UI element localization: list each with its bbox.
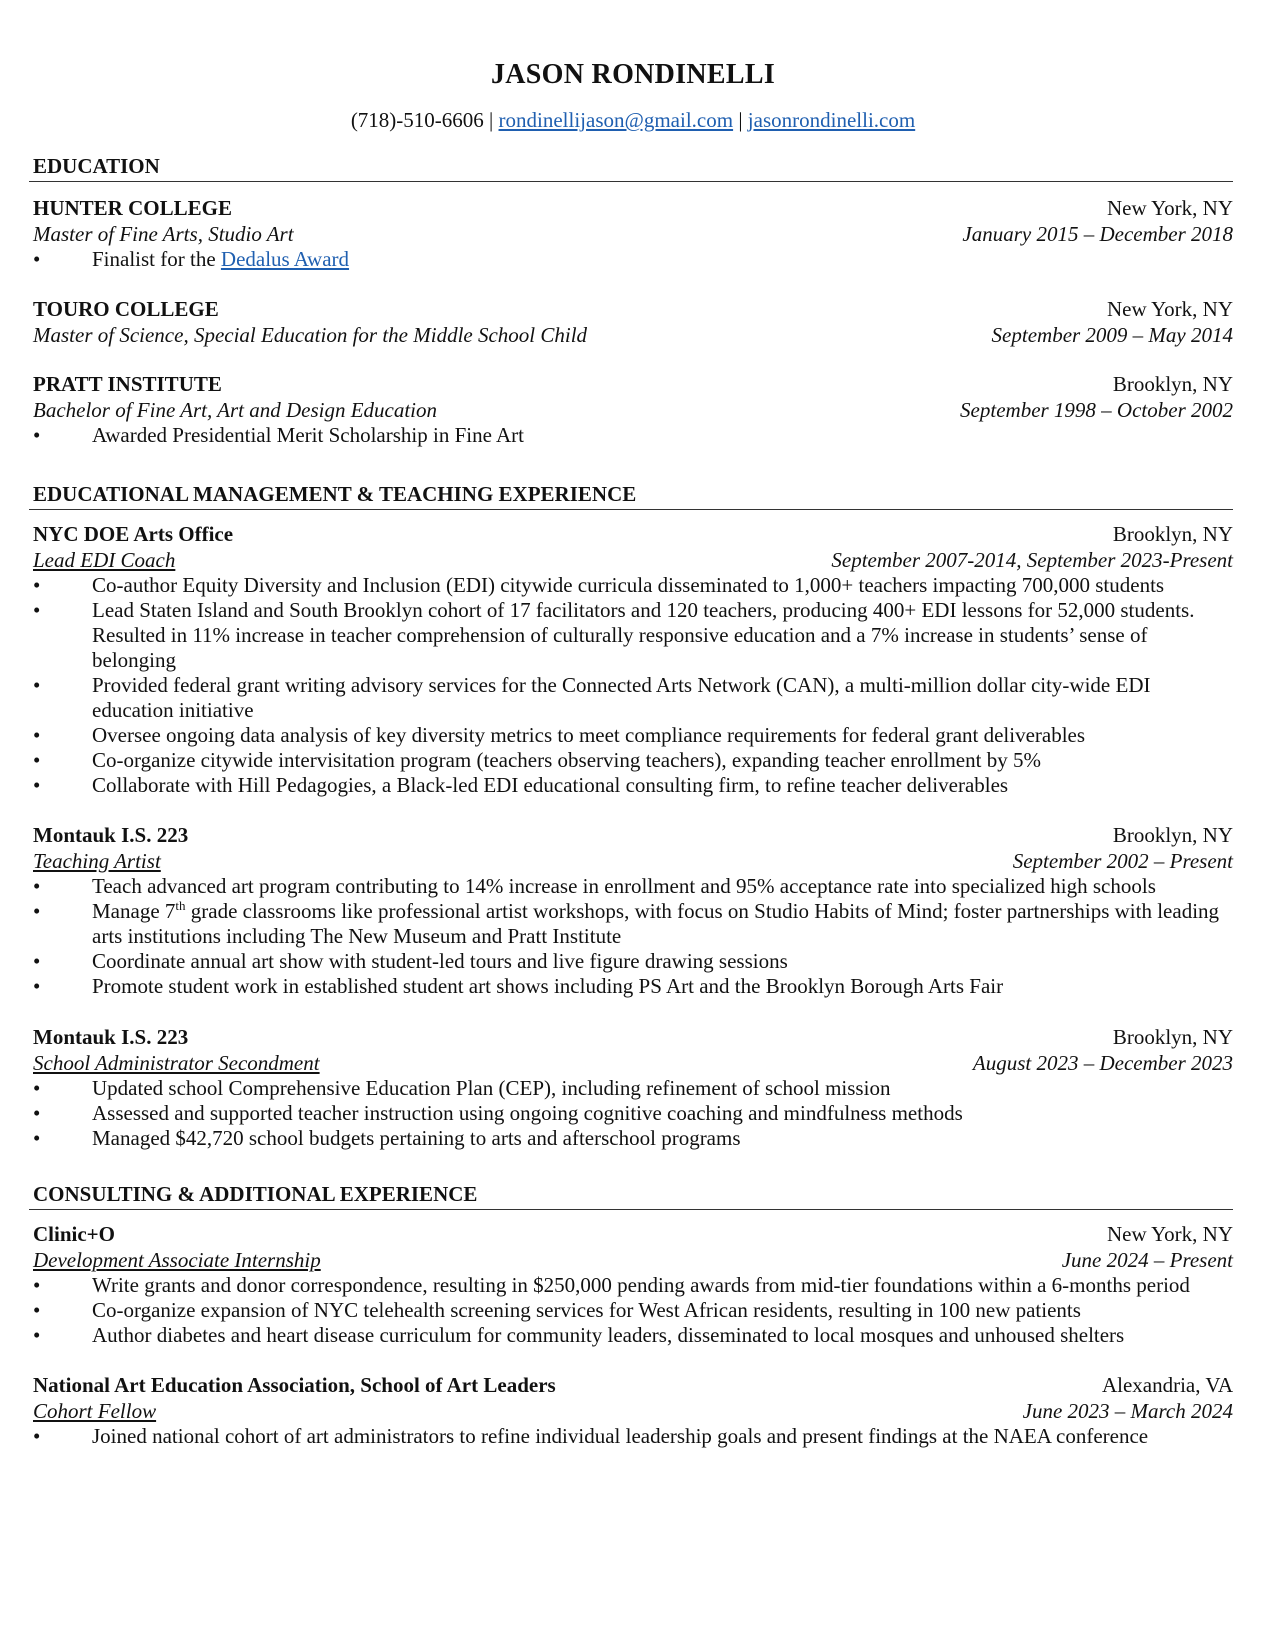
- dates: January 2015 – December 2018: [962, 222, 1233, 246]
- teaching-section: [33, 481, 1233, 1151]
- list-item: [33, 1101, 1233, 1126]
- job-title: Teaching Artist: [33, 849, 161, 873]
- experience-entry: [33, 521, 1233, 798]
- bullet-icon: •: [33, 1273, 41, 1297]
- experience-entry: [33, 1221, 1233, 1348]
- bullet-icon: •: [33, 874, 41, 898]
- bullet-icon: •: [33, 974, 41, 998]
- bullet-icon: •: [33, 1101, 41, 1125]
- degree: Bachelor of Fine Art, Art and Design Education: [33, 398, 438, 422]
- bullet-icon: •: [33, 748, 41, 772]
- dedalus-award-link[interactable]: Dedalus Award: [220, 247, 350, 271]
- list-item: [33, 874, 1233, 899]
- bullet-icon: •: [33, 247, 41, 271]
- section-divider: [29, 1209, 1233, 1210]
- list-item: [33, 1424, 1233, 1449]
- experience-entry: [33, 1024, 1233, 1151]
- job-title: Cohort Fellow: [33, 1399, 157, 1423]
- bullet-text: Co-organize citywide intervisitation program (teachers observing teachers), expanding teacher enrollment by 5%: [92, 748, 1041, 772]
- job-title: Development Associate Internship: [33, 1248, 321, 1272]
- bullet-icon: •: [33, 673, 41, 697]
- bullet-icon: •: [33, 1126, 41, 1150]
- bullet-text: Joined national cohort of art administrators to refine individual leadership goals and present findings at the NAEA conference: [92, 1424, 1149, 1448]
- list-item: [33, 1323, 1233, 1348]
- dates: September 2002 – Present: [1012, 849, 1233, 873]
- list-item: [33, 1273, 1233, 1298]
- candidate-name: JASON RONDINELLI: [490, 59, 776, 90]
- bullet-icon: •: [33, 423, 41, 447]
- location: Alexandria, VA: [1101, 1373, 1233, 1397]
- bullet-icon: •: [33, 1298, 41, 1322]
- bullet-icon: •: [33, 598, 41, 622]
- organization-name: Montauk I.S. 223: [33, 1025, 189, 1049]
- bullet-text: Provided federal grant writing advisory services for the Connected Arts Network (CAN), a multi-million dollar city-wide EDI education initiative: [92, 673, 1151, 722]
- institution-name: HUNTER COLLEGE: [33, 196, 232, 220]
- organization-name: National Art Education Association, School of Art Leaders: [33, 1373, 556, 1397]
- location: Brooklyn, NY: [1112, 522, 1233, 546]
- education-section: [33, 153, 1233, 448]
- list-item: [33, 247, 1233, 272]
- consulting-section: [33, 1181, 1233, 1449]
- list-item: [33, 598, 1233, 673]
- bullet-icon: •: [33, 773, 41, 797]
- bullet-text: Coordinate annual art show with student-led tours and live figure drawing sessions: [92, 949, 788, 973]
- list-item: [33, 723, 1233, 748]
- dates: September 2007-2014, September 2023-Present: [831, 548, 1233, 572]
- section-divider: [29, 509, 1233, 510]
- section-title: EDUCATIONAL MANAGEMENT & TEACHING EXPERIENCE: [33, 482, 637, 506]
- section-title: CONSULTING & ADDITIONAL EXPERIENCE: [33, 1182, 478, 1206]
- dates: September 1998 – October 2002: [960, 398, 1233, 422]
- bullet-icon: •: [33, 1424, 41, 1448]
- bullet-text: Write grants and donor correspondence, resulting in $250,000 pending awards from mid-tier foundations within a 6-months period: [92, 1273, 1190, 1297]
- list-item: [33, 949, 1233, 974]
- bullet-text: Managed $42,720 school budgets pertaining to arts and afterschool programs: [92, 1126, 741, 1150]
- bullet-icon: •: [33, 1323, 41, 1347]
- bullet-text: Finalist for the: [92, 247, 221, 271]
- contact-separator: |: [489, 108, 494, 132]
- organization-name: Clinic+O: [33, 1222, 115, 1246]
- ordinal-suffix: th: [175, 898, 186, 913]
- bullet-icon: •: [33, 1076, 41, 1100]
- list-item: [33, 1126, 1233, 1151]
- bullet-text: Oversee ongoing data analysis of key diversity metrics to meet compliance requirements for federal grant deliverables: [92, 723, 1086, 747]
- dates: August 2023 – December 2023: [972, 1051, 1233, 1075]
- list-item: [33, 673, 1233, 723]
- institution-name: TOURO COLLEGE: [33, 297, 219, 321]
- list-item: [33, 573, 1233, 598]
- bullet-text: Awarded Presidential Merit Scholarship in Fine Art: [92, 423, 524, 447]
- website-link[interactable]: jasonrondinelli.com: [747, 108, 916, 132]
- bullet-text: Teach advanced art program contributing to 14% increase in enrollment and 95% acceptance rate into specialized high schools: [92, 874, 1156, 898]
- bullet-text: grade classrooms like professional artist workshops, with focus on Studio Habits of Mind; foster partnerships with leading arts institutions including The New Museum and Pratt Institute: [92, 899, 1220, 948]
- list-item: [33, 974, 1233, 999]
- bullet-icon: •: [33, 573, 41, 597]
- institution-name: PRATT INSTITUTE: [33, 372, 222, 396]
- bullet-text: Manage 7: [92, 899, 176, 923]
- location: New York, NY: [1106, 1222, 1233, 1246]
- list-item: [33, 773, 1233, 798]
- experience-entry: [33, 822, 1233, 999]
- bullet-icon: •: [33, 899, 41, 923]
- dates: September 2009 – May 2014: [991, 323, 1233, 347]
- contact-separator: |: [738, 108, 743, 132]
- experience-entry: [33, 1372, 1233, 1449]
- location: New York, NY: [1106, 196, 1233, 220]
- dates: June 2024 – Present: [1061, 1248, 1233, 1272]
- job-title: School Administrator Secondment: [33, 1051, 320, 1075]
- bullet-text: Co-author Equity Diversity and Inclusion (EDI) citywide curricula disseminated to 1,000+ teachers impacting 700,000 students: [92, 573, 1165, 597]
- degree: Master of Science, Special Education for the Middle School Child: [33, 323, 588, 347]
- bullet-text: Lead Staten Island and South Brooklyn cohort of 17 facilitators and 120 teachers, producing 400+ EDI lessons for 52,000 students. Resulted in 11% increase in teacher comprehension of culturally responsive education and a 7% increase in students’ sense of belonging: [92, 598, 1195, 672]
- location: New York, NY: [1106, 297, 1233, 321]
- location: Brooklyn, NY: [1112, 1025, 1233, 1049]
- list-item: [33, 1298, 1233, 1323]
- bullet-text: Co-organize expansion of NYC telehealth screening services for West African residents, resulting in 100 new patients: [92, 1298, 1081, 1322]
- contact-line: [33, 107, 1233, 133]
- organization-name: Montauk I.S. 223: [33, 823, 189, 847]
- section-divider: [29, 181, 1233, 182]
- location: Brooklyn, NY: [1112, 372, 1233, 396]
- email-link[interactable]: rondinellijason@gmail.com: [498, 108, 734, 132]
- education-entry: [33, 195, 1233, 272]
- location: Brooklyn, NY: [1112, 823, 1233, 847]
- job-title: Lead EDI Coach: [33, 548, 176, 572]
- degree: Master of Fine Arts, Studio Art: [33, 222, 294, 246]
- dates: June 2023 – March 2024: [1022, 1399, 1233, 1423]
- section-title: EDUCATION: [33, 154, 160, 178]
- bullet-text: Author diabetes and heart disease curriculum for community leaders, disseminated to local mosques and unhoused shelters: [92, 1323, 1125, 1347]
- list-item: [33, 1076, 1233, 1101]
- bullet-icon: •: [33, 723, 41, 747]
- bullet-text: Assessed and supported teacher instruction using ongoing cognitive coaching and mindfulness methods: [92, 1101, 963, 1125]
- bullet-text: Collaborate with Hill Pedagogies, a Black-led EDI educational consulting firm, to refine teacher deliverables: [92, 773, 1009, 797]
- list-item: [33, 748, 1233, 773]
- list-item: [33, 899, 1233, 949]
- phone-number: (718)-510-6606: [350, 108, 484, 132]
- bullet-text: Updated school Comprehensive Education Plan (CEP), including refinement of school mission: [92, 1076, 891, 1100]
- bullet-text: Promote student work in established student art shows including PS Art and the Brooklyn Borough Arts Fair: [92, 974, 1004, 998]
- bullet-icon: •: [33, 949, 41, 973]
- list-item: [33, 423, 1233, 448]
- organization-name: NYC DOE Arts Office: [33, 522, 234, 546]
- education-entry: [33, 296, 1233, 348]
- education-entry: [33, 371, 1233, 448]
